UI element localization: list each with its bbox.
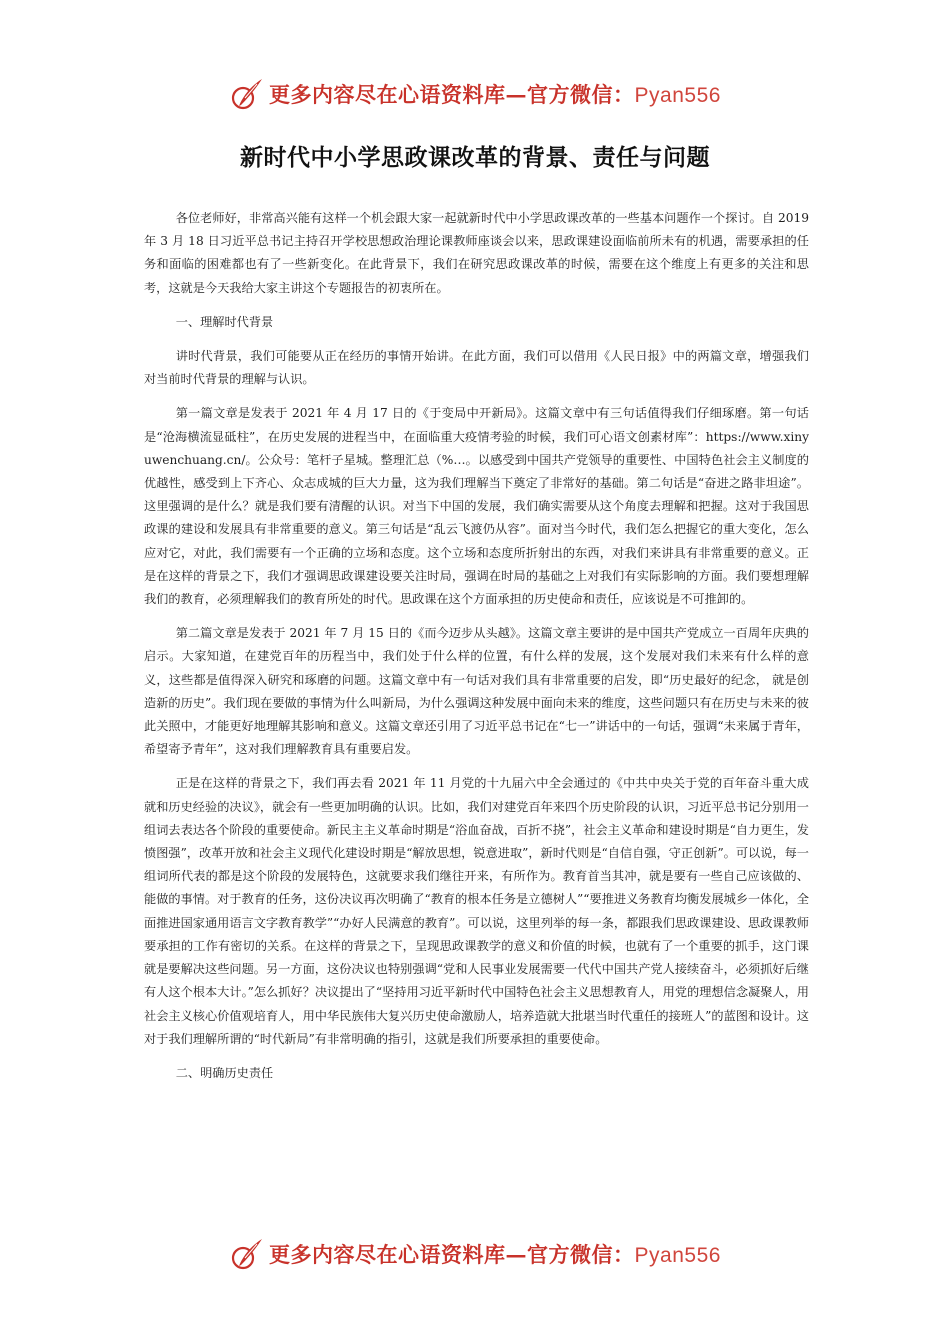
section-heading-1: 一、理解时代背景 [175, 314, 274, 329]
banner-text: 更多内容尽在心语资料库—官方微信：Pyan556 [269, 82, 721, 107]
section-heading-2: 二、明确历史责任 [175, 1065, 274, 1080]
banner-wechat-id: Pyan556 [634, 84, 721, 107]
banner-text: 更多内容尽在心语资料库—官方微信：Pyan556 [269, 1242, 721, 1267]
paragraph-background-intro: 讲时代背景，我们可能要从正在经历的事情开始讲。在此方面，我们可以借用《人民日报》中的两篇文章，增强我们对当前时代背景的理解与认识。 [144, 349, 809, 387]
quill-pen-logo-icon [229, 1236, 265, 1272]
footer-banner [0, 1234, 950, 1274]
paragraph-intro: 各位老师好，非常高兴能有这样一个机会跟大家一起就新时代中小学思政课改革的一些基本问题作一个探讨。自 2019 年 3 月 18 日习近平总书记主持召开学校思想政治理论课教师座谈会以来，思政课建设面临前所未有的机遇，需要承担的任务和面临的困难都也有了一些新变化。在此背景下，我们在研究思政课改革的时候，需要在这个维度上有更多的关注和思考，这就是今天我给大家主讲这个专题报告的初衷所在。 [144, 211, 809, 295]
paragraph-first-article: 第一篇文章是发表于 2021 年 4 月 17 日的《于变局中开新局》。这篇文章中有三句话值得我们仔细琢磨。第一句话是“沧海横流显砥柱”，在历史发展的进程当中，在面临重大疫情考验的时候，我们可心语文创素材库”：https://www.xinyuwenchuang.cn/。公众号：笔杆子星城。整理汇总（%…。以感受到中国共产党领导的重要性、中国特色社会主义制度的优越性，感受到上下齐心、众志成城的巨大力量，这为我们理解当下奠定了非常好的基础。第二句话是“奋进之路非坦途”。这里强调的是什么？就是我们要有清醒的认识。对当下中国的发展，我们确实需要从这个角度去理解和把握。这对于我国思政课的建设和发展具有非常重要的意义。第三句话是“乱云飞渡仍从容”。面对当今时代，我们怎么把握它的重大变化，怎么应对它，对此，我们需要有一个正确的立场和态度。这个立场和态度所折射出的东西，对我们来讲具有非常重要的意义。正是在这样的背景之下，我们才强调思政课建设要关注时局，强调在时局的基础之上对我们有实际影响的方面。我们要想理解我们的教育，必须理解我们的教育所处的时代。思政课在这个方面承担的历史使命和责任，应该说是不可推卸的。 [144, 406, 809, 607]
document-title: 新时代中小学思政课改革的背景、责任与问题 [240, 145, 710, 171]
document-body [144, 207, 809, 1096]
paragraph-resolution: 正是在这样的背景之下，我们再去看 2021 年 11 月党的十九届六中全会通过的《中共中央关于党的百年奋斗重大成就和历史经验的决议》，就会有一些更加明确的认识。比如，我们对建党百年来四个历史阶段的认识，习近平总书记分别用一组词去表达各个阶段的重要使命。新民主主义革命时期是“浴血奋战，百折不挠”，社会主义革命和建设时期是“自力更生，发愤图强”，改革开放和社会主义现代化建设时期是“解放思想，锐意进取”，新时代则是“自信自强，守正创新”。可以说，每一组词所代表的都是这个阶段的发展特色，这就要求我们继往开来，有所作为。教育首当其冲，就是要有一些自己应该做的、能做的事情。对于教育的任务，这份决议再次明确了“教育的根本任务是立德树人”“要推进义务教育均衡发展城乡一体化，全面推进国家通用语言文字教育教学”“办好人民满意的教育”。可以说，这里列举的每一条，都跟我们思政课建设、思政课教师要承担的工作有密切的关系。在这样的背景之下，呈现思政课教学的意义和价值的时候，也就有了一个重要的抓手，这门课就是要解决这些问题。另一方面，这份决议也特别强调“党和人民事业发展需要一代代中国共产党人接续奋斗，必须抓好后继有人这个根本大计。”怎么抓好？决议提出了“坚持用习近平新时代中国特色社会主义思想教育人，用党的理想信念凝聚人，用社会主义核心价值观培育人，用中华民族伟大复兴历史使命激励人，培养造就大批堪当时代重任的接班人”的蓝图和设计。这对于我们理解所谓的“时代新局”有非常明确的指引，这就是我们所要承担的重要使命。 [144, 776, 809, 1046]
banner-wechat-id: Pyan556 [634, 1244, 721, 1267]
header-banner [0, 74, 950, 114]
quill-pen-logo-icon [229, 76, 265, 112]
paragraph-second-article: 第二篇文章是发表于 2021 年 7 月 15 日的《而今迈步从头越》。这篇文章主要讲的是中国共产党成立一百周年庆典的启示。大家知道，在建党百年的历程当中，我们处于什么样的位置，有什么样的发展，这个发展对我们未来有什么样的意义，这些都是值得深入研究和琢磨的问题。这篇文章中有一句话对我们具有非常重要的启发，即“历史最好的纪念， 就是创造新的历史”。我们现在要做的事情为什么叫新局，为什么强调这种发展中面向未来的维度，这些问题只有在历史与未来的彼此关照中，才能更好地理解其影响和意义。这篇文章还引用了习近平总书记在“七一”讲话中的一句话，强调“未来属于青年，希望寄予青年”，这对我们理解教育具有重要启发。 [144, 626, 809, 757]
